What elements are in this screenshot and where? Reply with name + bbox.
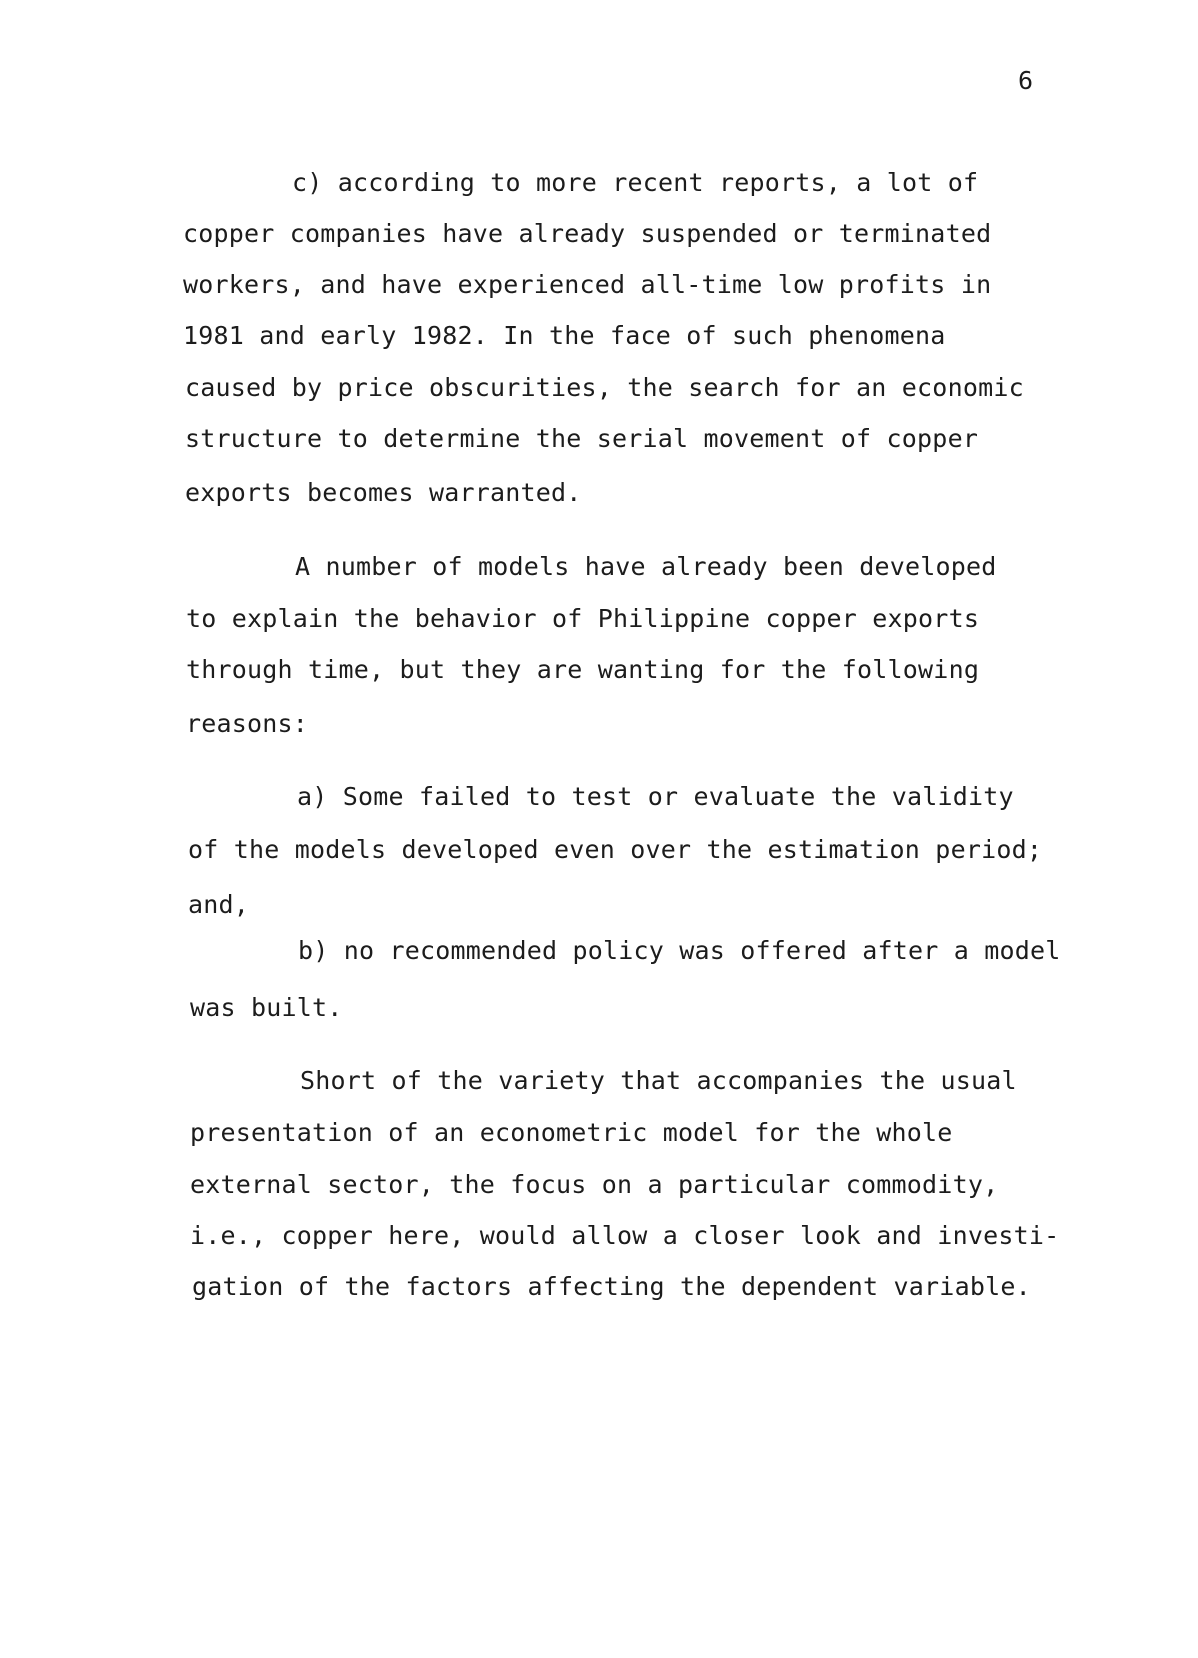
text-line: structure to determine the serial movement of copper	[185, 424, 979, 453]
text-line: external sector, the focus on a particular commodity,	[190, 1170, 999, 1199]
text-line: 1981 and early 1982. In the face of such phenomena	[183, 321, 946, 350]
text-line: of the models developed even over the estimation period;	[188, 835, 1043, 864]
text-line: caused by price obscurities, the search for an economic	[185, 373, 1024, 402]
page-number: 6	[1018, 66, 1034, 95]
text-line: i.e., copper here, would allow a closer look and investi-	[190, 1221, 1060, 1250]
text-line: through time, but they are wanting for the following	[186, 655, 980, 684]
text-line: exports becomes warranted.	[185, 478, 582, 507]
text-line: gation of the factors affecting the dependent variable.	[192, 1272, 1031, 1301]
text-line: Short of the variety that accompanies the usual	[300, 1066, 1017, 1095]
text-line: b) no recommended policy was offered after a model	[298, 936, 1061, 965]
text-line: a) Some failed to test or evaluate the validity	[297, 782, 1014, 811]
text-line: reasons:	[186, 709, 309, 738]
text-line: was built.	[190, 993, 343, 1022]
text-line: to explain the behavior of Philippine copper exports	[186, 604, 980, 633]
text-line: c) according to more recent reports, a lot of	[292, 168, 979, 197]
text-line: copper companies have already suspended or terminated	[183, 219, 992, 248]
text-line: A number of models have already been developed	[295, 552, 997, 581]
text-line: workers, and have experienced all-time low profits in	[183, 270, 992, 299]
text-line: and,	[188, 890, 250, 919]
text-line: presentation of an econometric model for the whole	[190, 1118, 953, 1147]
